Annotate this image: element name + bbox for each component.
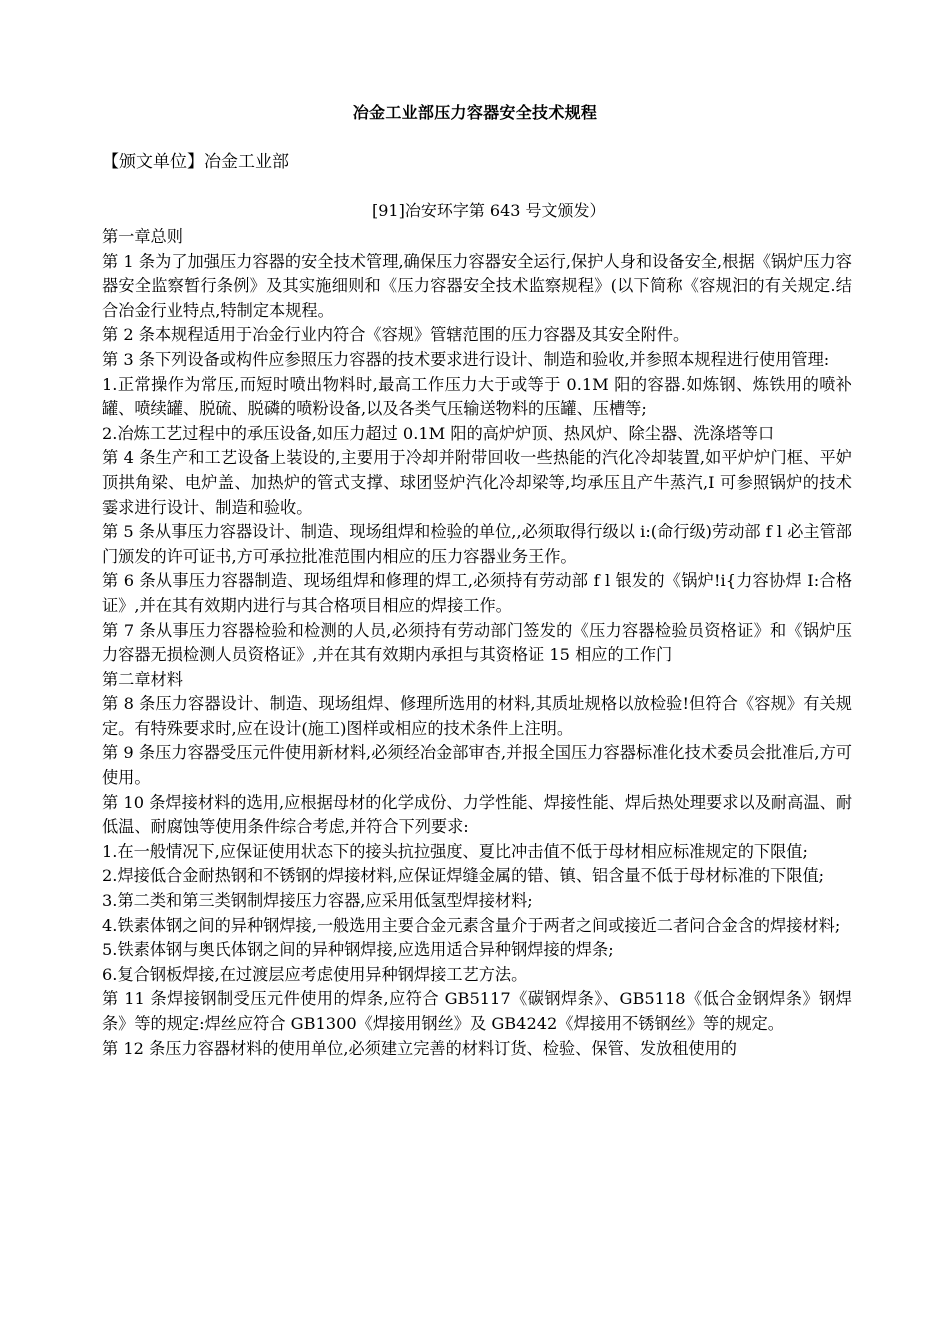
article-paragraph: 第 3 条下列设备或构件应参照压力容器的技术要求进行设计、制造和验收,并参照本规程进行使用管理: (102, 349, 830, 369)
chapter-heading: 第二章材料 (102, 669, 183, 689)
article-paragraph: 第 7 条从事压力容器检验和检测的人员,必须持有劳动部门签发的《压力容器检验员资格证》和《锅炉压力容器无损检测人员资格证》,并在其有效期内承担与其资格证 15 相应的工作门 (102, 620, 852, 665)
decree-number: [91]冶安环字第 643 号文颁发） (372, 201, 606, 220)
list-item: 1.正常操作为常压,而短时喷出物料时,最高工作压力大于或等于 0.1M 阳的容器.如炼钢、炼铁用的喷补罐、喷续罐、脱硫、脱磷的喷粉设备,以及各类气压输送物料的压罐、压槽等; (102, 374, 852, 419)
list-item: 6.复合钢板焊接,在过渡层应考虑使用异种钢焊接工艺方法。 (102, 964, 528, 984)
article-paragraph: 第 6 条从事压力容器制造、现场组焊和修理的焊工,必须持有劳动部 f l 银发的《锅炉!i{力容协焊 I:合格证》,并在其有效期内进行与其合格项目相应的焊接工作。 (102, 571, 852, 615)
article-paragraph: 第 8 条压力容器设计、制造、现场组焊、修理所选用的材料,其质址规格以放检验!但符合《容规》有关规定。有特殊要求时,应在设计(施工)图样或相应的技术条件上注明。 (102, 694, 852, 738)
article-paragraph: 第 10 条焊接材料的选用,应根据母材的化学成份、力学性能、焊接性能、焊后热处理要求以及耐高温、耐低温、耐腐蚀等使用条件综合考虑,并符合下列要求: (102, 792, 852, 837)
article-paragraph: 第 4 条生产和工艺设备上装设的,主要用于冷却并附带回收一些热能的汽化冷却装置,如平炉炉门框、平妒顶拱角梁、电炉盖、加热炉的管式支撑、球团竖炉汽化冷却梁等,均承压且产牛蒸汽,I 可参照锅炉的技术霎求进行设计、制造和验收。 (102, 448, 852, 517)
article-paragraph: 第 1 条为了加强压力容器的安全技术管理,确保压力容器安全运行,保护人身和设备安全,根据《锅炉压力容器安全监察暂行条例》及其实施细则和《压力容器安全技术监察规程》(以下简称《容规汩的有关规定.结合冶金行业特点,特制定本规程。 (102, 251, 852, 320)
list-item: 5.铁素体钢与奥氏体钢之间的异种钢焊接,应选用适合异种钢焊接的焊条; (102, 940, 614, 960)
document-title: 冶金工业部压力容器安全技术规程 (352, 103, 598, 122)
document-body (102, 225, 852, 1061)
list-item: 3.第二类和第三类钢制焊接压力容器,应采用低氢型焊接材料; (102, 891, 533, 911)
article-paragraph: 第 12 条压力容器材料的使用单位,必须建立完善的材料订货、检验、保管、发放租使用的 (102, 1038, 737, 1058)
article-paragraph: 第 9 条压力容器受压元件使用新材料,必须经冶金部审杏,并报全国压力容器标准化技术委员会批准后,方可使用。 (102, 743, 852, 788)
article-paragraph: 第 2 条本规程适用于冶金行业内符合《容规》管辖范围的压力容器及其安全附件。 (102, 325, 690, 345)
list-item: 1.在一般情况下,应保证使用状态下的接头抗拉强度、夏比冲击值不低于母材相应标准规定的下限值; (102, 841, 808, 861)
article-paragraph: 第 5 条从事压力容器设计、制造、现场组焊和检验的单位,,必须取得行级以 i:(命行级)劳动部 f l 必主管部门颁发的许可证书,方可承拉批准范围内相应的压力容器业务王作。 (102, 522, 852, 566)
chapter-heading: 第一章总则 (102, 227, 183, 246)
issuing-unit: 【颁文单位】冶金工业部 (102, 152, 289, 172)
list-item: 4.铁素体钢之间的异种钢焊接,一般选用主要合金元素含量介于两者之间或接近二者问合金含的焊接材料; (102, 915, 841, 935)
list-item: 2.焊接低合金耐热钢和不锈钢的焊接材料,应保证焊缝金属的错、镇、铝含量不低于母材标准的下限值; (102, 866, 825, 886)
article-paragraph: 第 11 条焊接钢制受压元件使用的焊条,应符合 GB5117《碳钢焊条》、GB5118《低合金钢焊条》钢焊条》等的规定:焊丝应符合 GB1300《焊接用钢丝》及 GB4242《焊接用不锈钢丝》等的规定。 (102, 989, 852, 1033)
list-item: 2.冶炼工艺过程中的承压设备,如压力超过 0.1M 阳的高炉炉顶、热风炉、除尘器、洗涤塔等口 (102, 423, 775, 443)
